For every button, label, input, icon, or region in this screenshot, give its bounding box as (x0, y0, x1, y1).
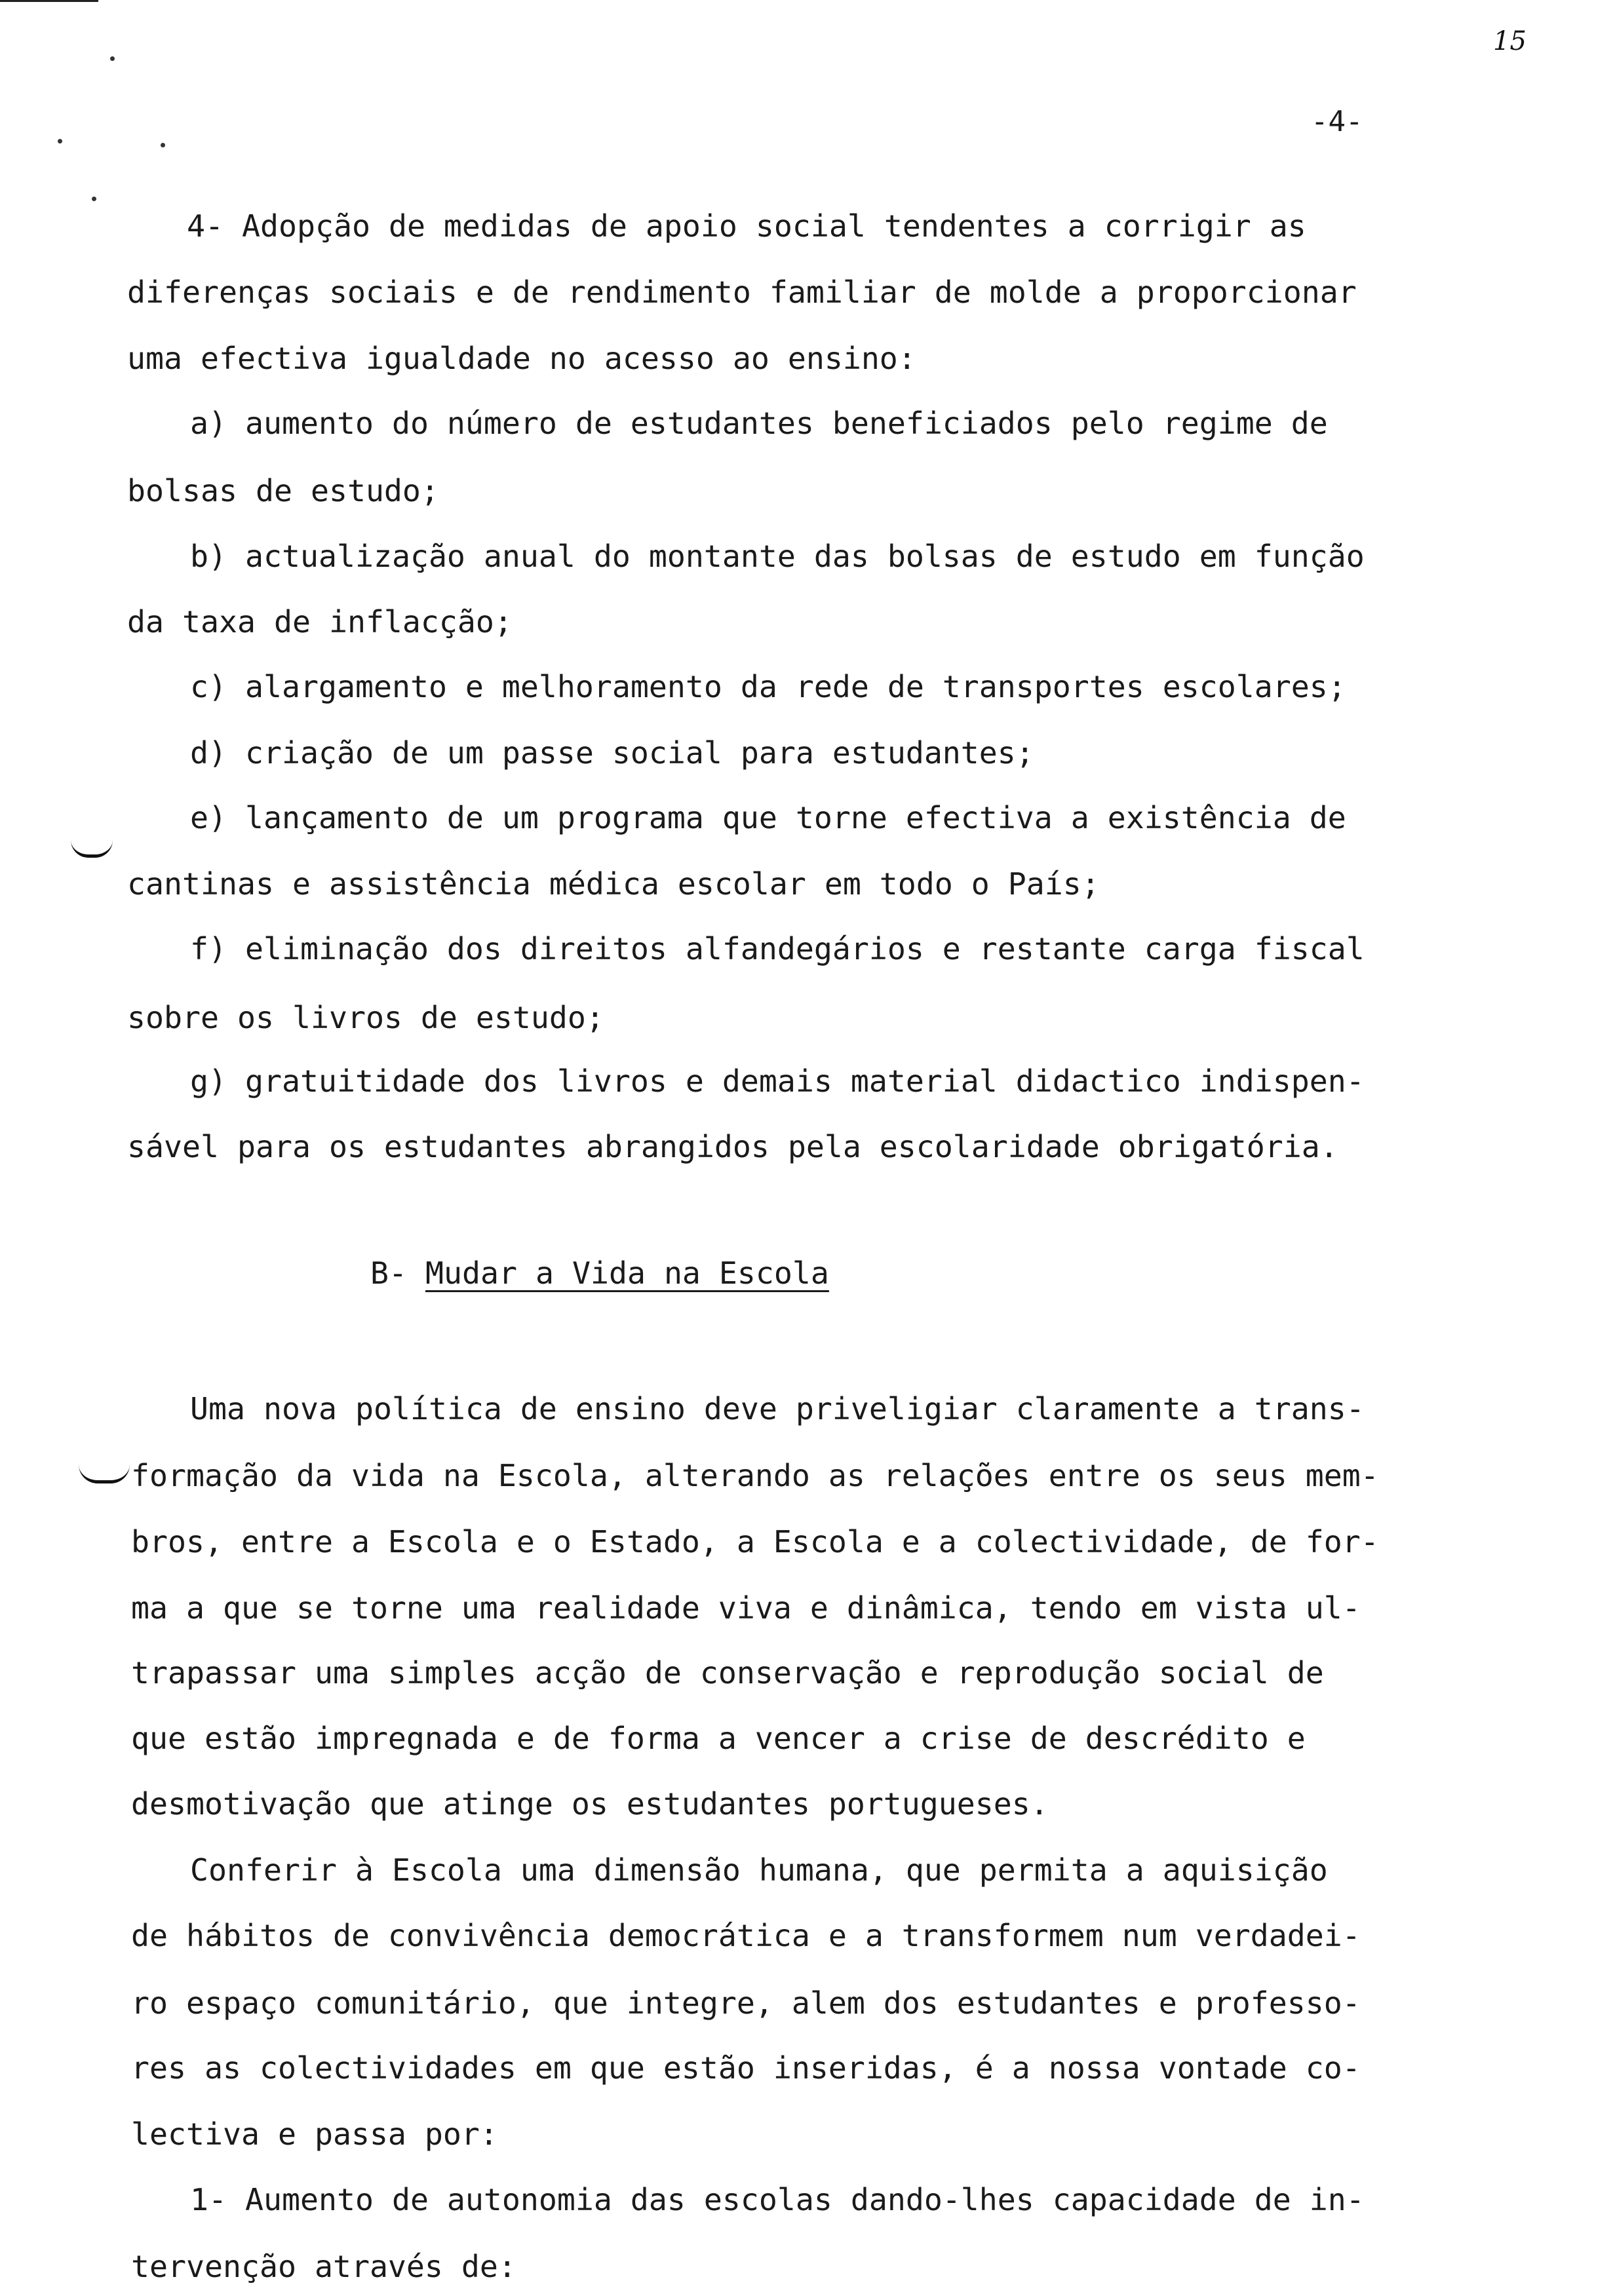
text-line: sável para os estudantes abrangidos pela escolaridade obrigatória. (127, 1129, 1338, 1164)
scan-speck (161, 143, 165, 147)
page-number: -4- (1311, 105, 1363, 138)
list-item-f: f) eliminação dos direitos alfandegários e restante carga fiscal (190, 931, 1365, 966)
margin-check-mark (71, 840, 113, 858)
text-line: formação da vida na Escola, alterando as relações entre os seus mem- (131, 1458, 1379, 1493)
section-heading-prefix: B- (370, 1255, 425, 1291)
text-line: de hábitos de convivência democrática e a transformem num verdadei- (131, 1918, 1361, 1953)
text-line: sobre os livros de estudo; (127, 1000, 604, 1035)
text-line: bros, entre a Escola e o Estado, a Escola e a colectividade, de for- (131, 1524, 1379, 1559)
list-item-g: g) gratuitidade dos livros e demais material didactico indispen- (190, 1063, 1365, 1099)
text-line: tervenção através de: (131, 2249, 516, 2284)
list-item-e: e) lançamento de um programa que torne efectiva a existência de (190, 800, 1346, 835)
scan-speck (58, 139, 62, 144)
scan-edge-rule (0, 0, 98, 2)
list-item-c: c) alargamento e melhoramento da rede de transportes escolares; (190, 669, 1346, 704)
text-line: 4- Adopção de medidas de apoio social tendentes a corrigir as (187, 208, 1306, 244)
list-item-b: b) actualização anual do montante das bolsas de estudo em função (190, 539, 1365, 574)
text-line: ma a que se torne uma realidade viva e dinâmica, tendo em vista ul- (131, 1590, 1361, 1626)
text-line: que estão impregnada e de forma a vencer a crise de descrédito e (131, 1721, 1306, 1756)
text-line: da taxa de inflacção; (127, 604, 513, 640)
section-heading-title: Mudar a Vida na Escola (425, 1255, 829, 1291)
text-line: res as colectividades em que estão inseridas, é a nossa vontade co- (131, 2050, 1361, 2086)
text-line: cantinas e assistência médica escolar em todo o País; (127, 866, 1100, 902)
text-line: bolsas de estudo; (127, 473, 439, 508)
text-line: Conferir à Escola uma dimensão humana, que permita a aquisição (190, 1852, 1328, 1888)
list-item-1: 1- Aumento de autonomia das escolas dando-lhes capacidade de in- (190, 2182, 1365, 2217)
text-line: desmotivação que atinge os estudantes portugueses. (131, 1786, 1049, 1822)
list-item-a: a) aumento do número de estudantes beneficiados pelo regime de (190, 406, 1328, 441)
scan-speck (92, 197, 96, 201)
text-line: trapassar uma simples acção de conservação e reprodução social de (131, 1655, 1324, 1691)
text-line: diferenças sociais e de rendimento familiar de molde a proporcionar (127, 275, 1357, 310)
scan-speck (110, 56, 115, 61)
text-line: Uma nova política de ensino deve priveligiar claramente a trans- (190, 1391, 1365, 1426)
margin-check-mark (79, 1464, 130, 1483)
handwritten-page-number: 15 (1493, 26, 1527, 56)
list-item-d: d) criação de um passe social para estudantes; (190, 735, 1034, 771)
text-line: ro espaço comunitário, que integre, alem dos estudantes e professo- (131, 1985, 1361, 2021)
text-line: lectiva e passa por: (131, 2116, 498, 2152)
text-line: uma efectiva igualdade no acesso ao ensino: (127, 341, 916, 376)
section-heading (370, 1255, 829, 1291)
